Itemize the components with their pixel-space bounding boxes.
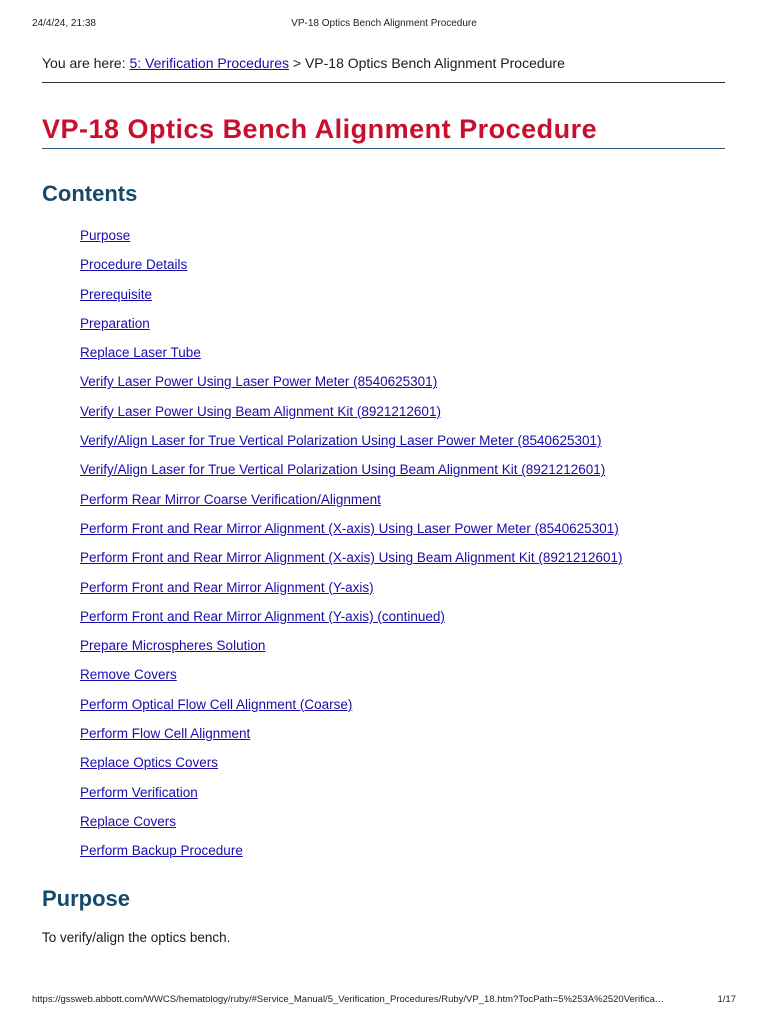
toc-item — [80, 403, 622, 432]
toc-item — [80, 373, 622, 402]
toc-link[interactable]: Replace Optics Covers — [80, 755, 219, 771]
toc-item — [80, 637, 622, 666]
toc-item — [80, 725, 622, 754]
toc-item — [80, 754, 622, 783]
toc-link[interactable]: Procedure Details — [80, 257, 188, 273]
toc-item — [80, 608, 622, 637]
toc-link[interactable]: Perform Rear Mirror Coarse Verification/Alignment — [80, 491, 381, 507]
print-header — [32, 18, 736, 32]
contents-heading: Contents — [42, 181, 138, 206]
toc-link[interactable]: Perform Verification — [80, 784, 198, 800]
print-document-title: VP-18 Optics Bench Alignment Procedure — [291, 18, 477, 29]
toc-link[interactable]: Perform Front and Rear Mirror Alignment (Y-axis) (continued) — [80, 608, 445, 624]
toc-link[interactable]: Perform Flow Cell Alignment — [80, 726, 251, 742]
breadcrumb-prefix: You are here: — [42, 55, 130, 71]
toc-item — [80, 461, 622, 490]
breadcrumb — [42, 55, 725, 83]
toc-link[interactable]: Perform Front and Rear Mirror Alignment (Y-axis) — [80, 579, 374, 595]
toc-item — [80, 491, 622, 520]
toc-item — [80, 549, 622, 578]
toc-link[interactable]: Verify/Align Laser for True Vertical Polarization Using Beam Alignment Kit (8921212601) — [80, 462, 606, 478]
toc-link[interactable]: Purpose — [80, 228, 131, 243]
toc-item — [80, 842, 622, 871]
toc-link[interactable]: Perform Backup Procedure — [80, 843, 243, 859]
toc-item — [80, 813, 622, 842]
toc-item — [80, 286, 622, 315]
toc-link[interactable]: Verify Laser Power Using Beam Alignment Kit (8921212601) — [80, 403, 441, 419]
page-title: VP-18 Optics Bench Alignment Procedure — [42, 114, 725, 149]
print-footer — [32, 994, 736, 1008]
purpose-heading: Purpose — [42, 886, 131, 911]
toc-link[interactable]: Preparation — [80, 315, 150, 331]
toc-item — [80, 256, 622, 285]
toc-link[interactable]: Replace Laser Tube — [80, 345, 201, 361]
toc-item — [80, 227, 622, 256]
breadcrumb-current: VP-18 Optics Bench Alignment Procedure — [304, 55, 565, 71]
toc-link[interactable]: Perform Front and Rear Mirror Alignment (X-axis) Using Beam Alignment Kit (8921212601) — [80, 550, 623, 566]
toc-link[interactable]: Verify/Align Laser for True Vertical Polarization Using Laser Power Meter (8540625301) — [80, 433, 602, 449]
purpose-text: To verify/align the optics bench. — [42, 930, 231, 945]
table-of-contents — [80, 227, 622, 872]
toc-link[interactable]: Remove Covers — [80, 667, 177, 683]
breadcrumb-link-verification-procedures[interactable]: 5: Verification Procedures — [129, 55, 289, 71]
toc-item — [80, 666, 622, 695]
toc-item — [80, 784, 622, 813]
toc-item — [80, 696, 622, 725]
toc-link[interactable]: Perform Front and Rear Mirror Alignment (X-axis) Using Laser Power Meter (8540625301) — [80, 520, 619, 536]
print-url: https://gssweb.abbott.com/WWCS/hematology/ruby/#Service_Manual/5_Verification_Procedures/Ruby/VP_18.htm?TocPath=5%253A%2520Verifica… — [32, 994, 665, 1005]
toc-link[interactable]: Replace Covers — [80, 813, 177, 829]
toc-link[interactable]: Prerequisite — [80, 286, 153, 302]
print-page-number: 1/17 — [717, 994, 736, 1005]
toc-item — [80, 315, 622, 344]
toc-item — [80, 344, 622, 373]
breadcrumb-separator: > — [288, 55, 305, 71]
toc-item — [80, 579, 622, 608]
toc-item — [80, 520, 622, 549]
print-date: 24/4/24, 21:38 — [32, 18, 96, 29]
toc-link[interactable]: Perform Optical Flow Cell Alignment (Coarse) — [80, 696, 353, 712]
toc-link[interactable]: Verify Laser Power Using Laser Power Meter (8540625301) — [80, 374, 438, 390]
toc-link[interactable]: Prepare Microspheres Solution — [80, 638, 266, 654]
toc-item — [80, 432, 622, 461]
